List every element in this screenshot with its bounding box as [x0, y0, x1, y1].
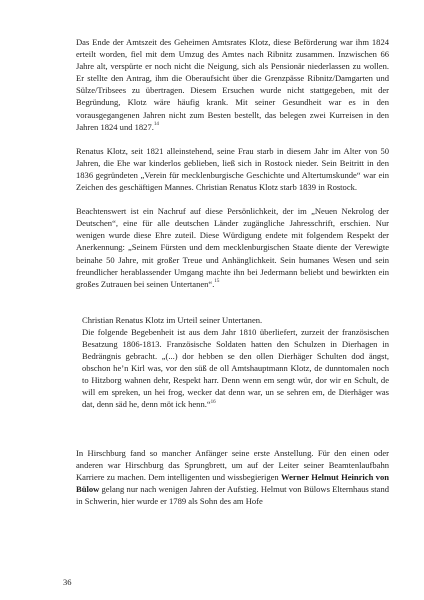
paragraph-text: Renatus Klotz, seit 1821 alleinstehend, seine Frau starb in diesem Jahr im Alter von 50 Jahren, die Ehe war kinderlos geblieben, ließ sich in Rostock nieder. Sein Beitritt in den 1836 gegründeten „Verein für mecklenburgische Geschichte und Altertumskunde“ war ein Zeichen des geschäftigen Mannes. Christian Renatus Klotz starb 1839 in Rostock.: [76, 145, 389, 193]
paragraph: [76, 145, 389, 193]
paragraph: [76, 36, 389, 133]
quote-title: [76, 314, 389, 326]
paragraph-text: Das Ende der Amtszeit des Geheimen Amtsrates Klotz, diese Beförderung war ihm 1824 erteilt worden, fiel mit dem Umzug des Amtes nach Ribnitz zusammen. Inzwischen 66 Jahre alt, verspürte er noch nicht die Neigung, sich als Pensionär niederlassen zu wollen. Er stellte den Antrag, ihm die Oberaufsicht über die Grenzpässe Ribnitz/Damgarten und Sülze/Tribsees zu übertragen. Diesem Ersuchen wurde nicht stattgegeben, mit der Begründung, Klotz wäre häufig krank. Mit seiner Gesundheit war es in den vorausgegangenen Jahren nicht zum Besten bestellt, das belegen zwei Kurreisen in den Jahren 1824 und 1827.: [76, 37, 389, 132]
quote-title-text: Christian Renatus Klotz im Urteil seiner Untertanen.: [82, 314, 263, 325]
quote-text: Die folgende Begebenheit ist aus dem Jahr 1810 überliefert, zurzeit der französischen Besatzung 1806-1813. Französische Soldaten hatten den Schulzen in Dierhagen in Bedrängnis gebracht. „(...) dor hebben se den ollen Dierhäger Schulten dod ängst, obschon he’n Kirl was, vor den süß de oll Amtshauptmann Klotz, de dunntomalen noch to Hitzborg wahnen dehr, Respekt harr. Denn wenn em sengt wür, dor wir en Schult, de will em spreken, un hei frog, wecker dat denn war, un se sehren em, de Dierhäger was dat, denn säd he, denn möt ick henn.“: [82, 326, 389, 410]
footnote-marker[interactable]: 14: [153, 121, 159, 127]
paragraph-text: gelang nur nach wenigen Jahren der Aufstieg. Helmut von Bülows Elternhaus stand in Schwerin, hier wurde er 1789 als Sohn des am Hofe: [76, 483, 389, 506]
paragraph-text: Beachtenswert ist ein Nachruf auf diese Persönlichkeit, der im „Neuen Nekrolog der Deutschen“, eine für alle deutschen Länder zugängliche Jahresschrift, erschien. Nur wenigen wurde diese Ehre zuteil. Diese Würdigung endete mit folgendem Respekt der Anerkennung: „Seinem Fürsten und dem mecklenburgischen Staate diente der Verewigte beinahe 50 Jahre, mit großer Treue und Anhänglichkeit. Sein humanes Wesen und sein freundlicher herablassender Umgang machte ihn bei Jedermann beliebt und bewirkten ein großes Zutrauen bei seinen Untertanen“.: [76, 206, 389, 289]
paragraph-text: In Hirschburg fand so mancher Anfänger seine erste Anstellung. Für den einen oder anderen war Hirschburg das Sprungbrett, um auf der Leiter seiner Beamtenlaufbahn Karriere zu machen. Dem intelligenten und wissbegierigen: [76, 447, 389, 482]
paragraph: [76, 447, 389, 507]
paragraph: [76, 205, 389, 290]
footnote-marker[interactable]: 16: [210, 399, 216, 405]
highlighted-name: Werner Helmut Heinrich von Bülow: [76, 471, 389, 494]
page-number: 36: [63, 577, 72, 587]
page-body: [76, 36, 389, 507]
footnote-marker[interactable]: 15: [214, 278, 220, 284]
quote-block: [76, 326, 389, 411]
